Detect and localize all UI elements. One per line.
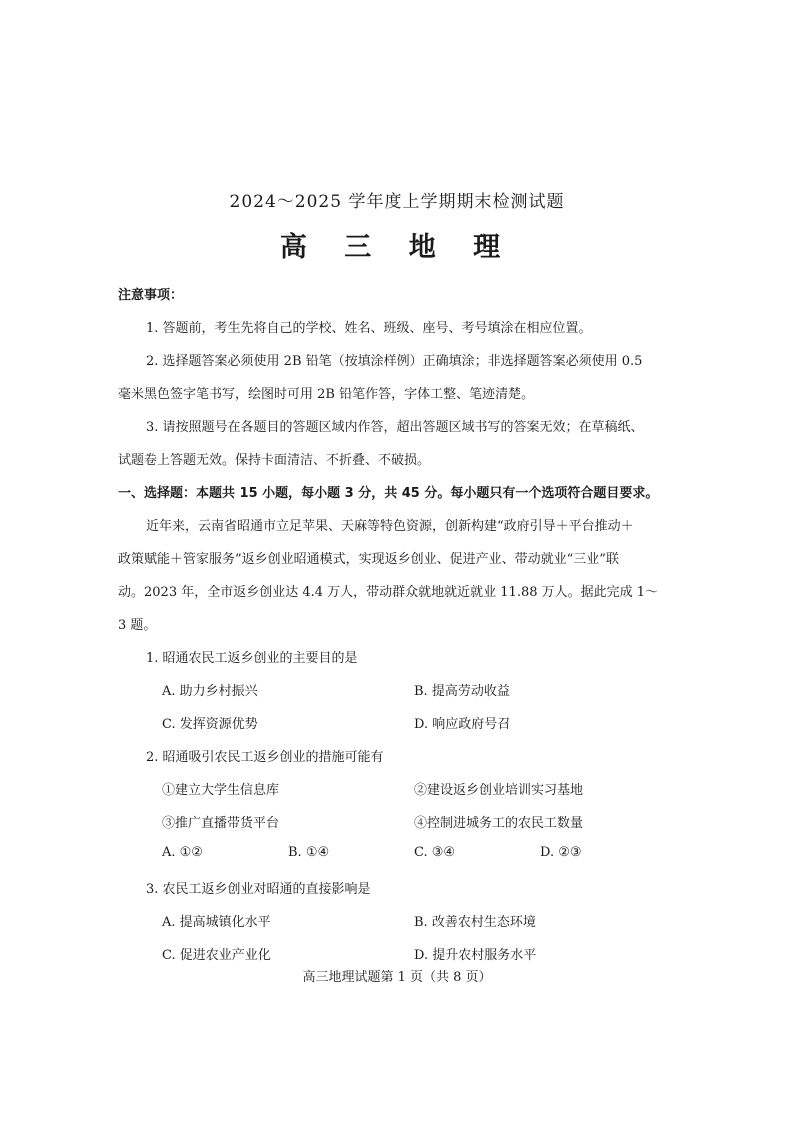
- question-2-statement-4: ④控制进城务工的农民工数量: [414, 816, 584, 831]
- question-1-option-a[interactable]: A. 助力乡村振兴: [162, 684, 258, 699]
- question-2-option-d[interactable]: D. ②③: [540, 845, 582, 860]
- passage-line-2: 政策赋能＋管家服务”返乡创业昭通模式，实现返乡创业、促进产业、带动就业“三业”联: [118, 552, 619, 567]
- question-2-statement-1: ①建立大学生信息库: [162, 783, 280, 798]
- question-3-stem: 3. 农民工返乡创业对昭通的直接影响是: [146, 882, 371, 897]
- question-3-option-c[interactable]: C. 促进农业产业化: [162, 948, 271, 963]
- passage-line-1: 近年来，云南省昭通市立足苹果、天麻等特色资源，创新构建“政府引导＋平台推动＋: [146, 519, 634, 534]
- question-2-option-c[interactable]: C. ③④: [414, 845, 456, 860]
- question-3-option-b[interactable]: B. 改善农村生态环境: [414, 915, 536, 930]
- question-2-stem: 2. 昭通吸引农民工返乡创业的措施可能有: [146, 750, 384, 765]
- question-2-statement-2: ②建设返乡创业培训实习基地: [414, 783, 584, 798]
- section-1-heading: 一、选择题：本题共 15 小题，每小题 3 分，共 45 分。每小题只有一个选项符合题目要求。: [118, 486, 659, 501]
- notice-item-3-line-2: 试题卷上答题无效。保持卡面清洁、不折叠、不破损。: [118, 453, 431, 468]
- question-2-statement-3: ③推广直播带货平台: [162, 816, 280, 831]
- page-footer: 高三地理试题第 1 页（共 8 页）: [302, 970, 492, 985]
- question-3-option-a[interactable]: A. 提高城镇化水平: [162, 915, 271, 930]
- question-1-option-b[interactable]: B. 提高劳动收益: [414, 684, 510, 699]
- notice-item-3-line-1: 3. 请按照题号在各题目的答题区域内作答，超出答题区域书写的答案无效；在草稿纸、: [146, 420, 644, 435]
- question-2-option-a[interactable]: A. ①②: [162, 845, 203, 860]
- exam-subtitle: 2024～2025 学年度上学期期末检测试题: [229, 192, 565, 212]
- exam-title: 高 三 地 理: [279, 232, 515, 263]
- passage-line-4: 3 题。: [118, 618, 157, 633]
- question-1-stem: 1. 昭通农民工返乡创业的主要目的是: [146, 651, 358, 666]
- notice-item-1: 1. 答题前，考生先将自己的学校、姓名、班级、座号、考号填涂在相应位置。: [146, 321, 592, 336]
- question-3-option-d[interactable]: D. 提升农村服务水平: [414, 948, 537, 963]
- notice-item-2-text: 2. 选择题答案必须使用 2B 铅笔（按填涂样例）正确填涂；非选择题答案必须使用 0.5: [146, 354, 643, 369]
- question-1-option-c[interactable]: C. 发挥资源优势: [162, 717, 258, 732]
- notice-heading: 注意事项：: [118, 288, 184, 303]
- question-1-option-d[interactable]: D. 响应政府号召: [414, 717, 511, 732]
- notice-item-2-line-1: [146, 350, 676, 369]
- passage-line-3: 动。2023 年，全市返乡创业达 4.4 万人，带动群众就地就近就业 11.88 万人。据此完成 1～: [118, 585, 659, 600]
- notice-item-2-line-2: 毫米黑色签字笔书写，绘图时可用 2B 铅笔作答，字体工整、笔迹清楚。: [118, 387, 535, 402]
- question-2-option-b[interactable]: B. ①④: [288, 845, 330, 860]
